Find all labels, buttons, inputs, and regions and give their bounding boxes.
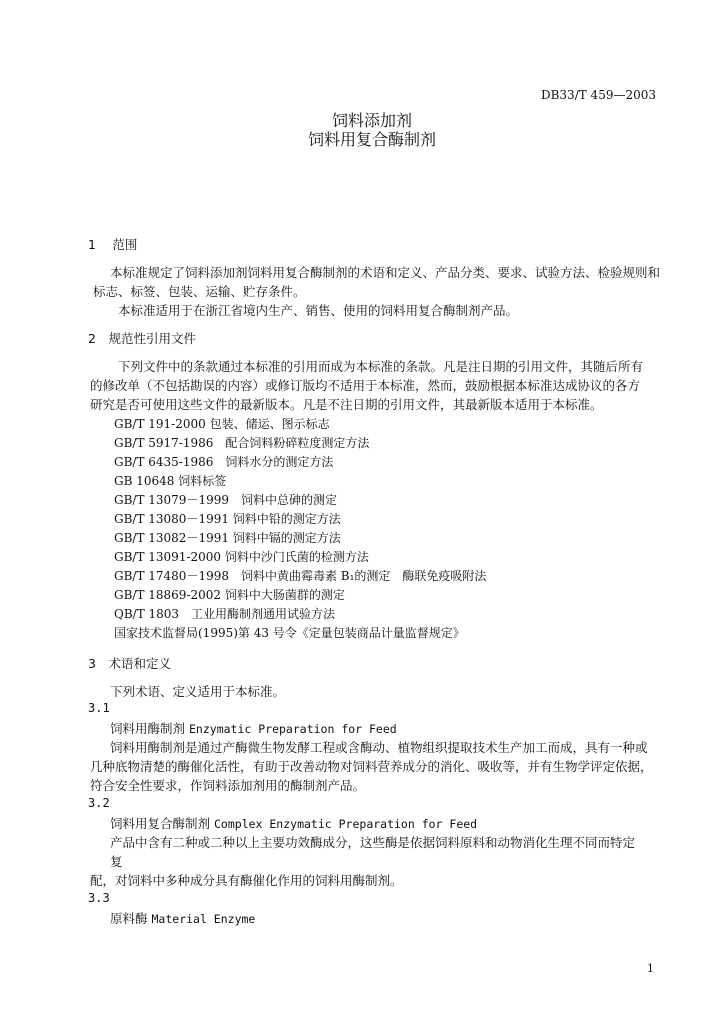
term-number: 3.2 — [88, 796, 110, 810]
term-title — [110, 719, 397, 737]
normative-paragraph-line1: 下列文件中的条款通过本标准的引用而成为本标准的条款。凡是注日期的引用文件，其随后所有 — [118, 359, 644, 374]
reference-item: 国家技术监督局(1995)第 43 号令《定量包装商品计量监督规定》 — [114, 626, 465, 640]
term-name-en: Material Enzyme — [151, 912, 256, 926]
term-name-en: Enzymatic Preparation for Feed — [189, 722, 397, 736]
section-2-heading: 2 规范性引用文件 — [88, 331, 196, 346]
term-title — [110, 909, 255, 927]
term-definition-line1: 产品中含有二种或二种以上主要功效酶成分，这些酶是依据饲料原料和动物消化生理不同而特定 — [110, 835, 636, 850]
term-title — [110, 814, 477, 832]
section-1-heading: 1 范围 — [88, 237, 138, 252]
term-name-cn: 饲料用酶制剂 — [110, 721, 186, 736]
term-number: 3.1 — [88, 701, 110, 715]
term-definition-line1: 饲料用酶制剂是通过产酶微生物发酵工程或含酶动、植物组织提取技术生产加工而成，具有一种或 — [110, 740, 648, 755]
term-name-cn: 饲料用复合酶制剂 — [110, 816, 211, 831]
term-definition-line3: 符合安全性要求，作饲料添加剂用的酶制剂产品。 — [90, 778, 366, 793]
terms-intro: 下列术语、定义适用于本标准。 — [110, 684, 286, 699]
reference-item: GB/T 13080－1991 饲料中铅的测定方法 — [114, 512, 341, 526]
reference-item: GB/T 191-2000 包装、储运、图示标志 — [114, 417, 330, 431]
document-title-line1: 饲料添加剂 — [331, 111, 412, 130]
scope-paragraph-line2: 标志、标签、包装、运输、贮存条件。 — [93, 284, 306, 299]
page-number: 1 — [647, 962, 654, 975]
reference-item: GB/T 13082－1991 饲料中镉的测定方法 — [114, 531, 341, 545]
reference-item: GB/T 5917-1986 配合饲料粉碎粒度测定方法 — [114, 436, 370, 450]
reference-item: GB 10648 饲料标签 — [114, 474, 227, 488]
scope-paragraph-line1: 本标准规定了饲料添加剂饲料用复合酶制剂的术语和定义、产品分类、要求、试验方法、检验规则和 — [110, 265, 661, 280]
term-definition-line2: 复 — [110, 854, 123, 869]
reference-item: GB/T 17480－1998 饲料中黄曲霉毒素 B₁的测定 酶联免疫吸附法 — [114, 569, 487, 583]
term-definition-line3: 配，对饲料中多种成分具有酶催化作用的饲料用酶制剂。 — [90, 873, 403, 888]
normative-paragraph-line2: 的修改单（不包括勘误的内容）或修订版均不适用于本标准，然而，鼓励根据本标准达成协议的各方 — [90, 378, 641, 393]
reference-item: GB/T 6435-1986 饲料水分的测定方法 — [114, 455, 334, 469]
term-name-cn: 原料酶 — [110, 911, 148, 926]
term-definition-line2: 几种底物清楚的酶催化活性，有助于改善动物对饲料营养成分的消化、吸收等，并有生物学评定依据， — [90, 759, 653, 774]
term-number: 3.3 — [88, 891, 110, 905]
scope-paragraph-2: 本标准适用于在浙江省境内生产、销售、使用的饲料用复合酶制剂产品。 — [118, 303, 519, 318]
term-name-en: Complex Enzymatic Preparation for Feed — [214, 817, 478, 831]
normative-paragraph-line3: 研究是否可使用这些文件的最新版本。凡是不注日期的引用文件，其最新版本适用于本标准。 — [90, 397, 603, 412]
section-3-heading: 3 术语和定义 — [88, 656, 171, 671]
reference-item: GB/T 18869-2002 饲料中大肠菌群的测定 — [114, 588, 345, 602]
reference-item: GB/T 13091-2000 饲料中沙门氏菌的检测方法 — [114, 550, 369, 564]
document-title-line2: 饲料用复合酶制剂 — [307, 130, 436, 149]
standard-code: DB33/T 459—2003 — [540, 88, 656, 102]
reference-item: GB/T 13079－1999 饲料中总砷的测定 — [114, 493, 337, 507]
reference-item: QB/T 1803 工业用酶制剂通用试验方法 — [114, 607, 336, 621]
